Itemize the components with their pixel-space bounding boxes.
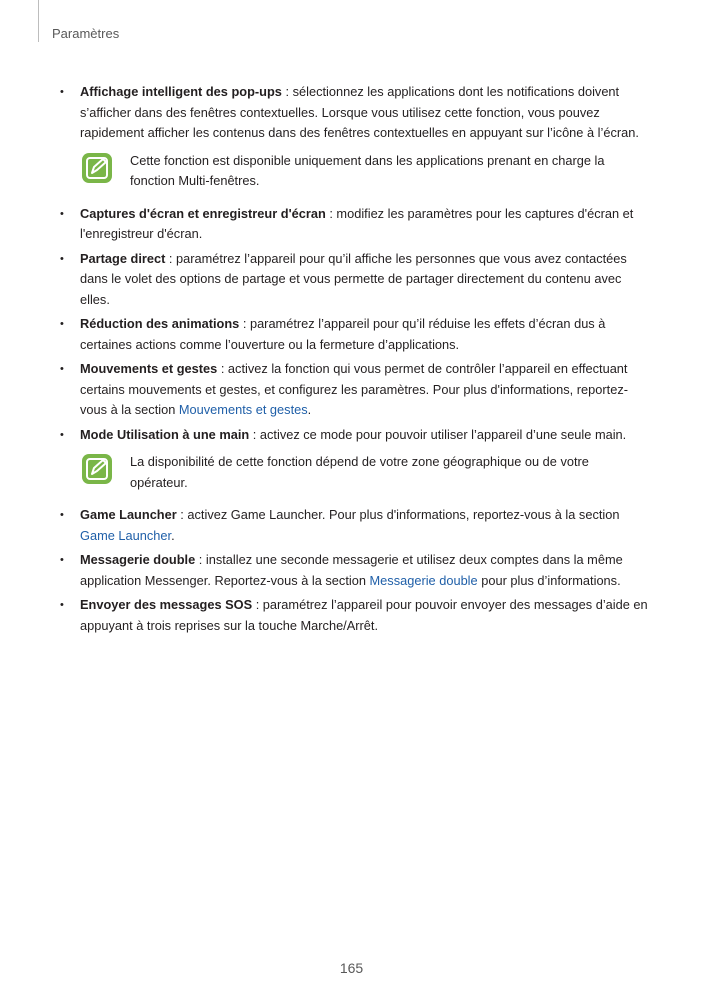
item-term: Envoyer des messages SOS xyxy=(80,597,253,612)
list-item xyxy=(0,359,703,421)
item-description: : activez ce mode pour pouvoir utiliser l’appareil d’une seule main. xyxy=(249,426,627,442)
page-number: 165 xyxy=(339,960,364,976)
list-item xyxy=(0,595,703,636)
item-term: Affichage intelligent des pop-ups xyxy=(80,84,282,99)
bullet: • xyxy=(60,428,64,441)
item-description: : activez la fonction qui vous permet de contrôler l’appareil en effectuant certains mouvements et gestes, et configurez les paramètres. Pour plus d'informations, reportez-vous à la section xyxy=(80,361,628,417)
item-description-end: . xyxy=(171,527,175,543)
item-term: Game Launcher xyxy=(80,507,177,522)
bullet: • xyxy=(60,554,64,566)
item-term: Mode Utilisation à une main xyxy=(80,426,250,442)
list-item xyxy=(0,505,703,546)
item-description: : installez une seconde messagerie et utilisez deux comptes dans la même application Messenger. Reportez-vous à la section xyxy=(80,552,623,588)
list-item xyxy=(0,204,703,245)
page-header-title: Paramètres xyxy=(52,26,120,41)
note-pencil-icon xyxy=(82,153,112,183)
bullet: • xyxy=(60,363,64,375)
item-description-end: pour plus d’informations. xyxy=(477,572,621,588)
item-term: Captures d'écran et enregistreur d'écran xyxy=(80,205,326,221)
item-description: : paramétrez l’appareil pour qu’il réduise les effets d’écran dus à certaines actions comme l’ouverture ou la fermeture d’applications. xyxy=(80,316,606,352)
note-pencil-icon xyxy=(82,454,112,484)
bullet: • xyxy=(60,252,64,265)
item-term: Messagerie double xyxy=(80,552,196,567)
item-description: : sélectionnez les applications dont les notifications doivent s’afficher dans des fenêtres contextuelles. Lorsque vous utilisez cette fonction, vous pouvez rapidement afficher les contenus dans des fenêtres contextuelles en appuyant sur l’icône à l’écran. xyxy=(80,84,639,140)
note-box xyxy=(0,151,703,192)
header-divider xyxy=(38,0,39,42)
list-item xyxy=(0,249,703,311)
list-item xyxy=(0,425,703,446)
item-description-end: . xyxy=(307,402,312,417)
bullet: • xyxy=(60,207,64,220)
section-link-game-launcher[interactable]: Game Launcher xyxy=(80,527,172,543)
note-text: Cette fonction est disponible uniquement dans les applications prenant en charge la fonction Multi-fenêtres. xyxy=(130,152,605,188)
item-description: : activez Game Launcher. Pour plus d'informations, reportez-vous à la section xyxy=(176,507,620,522)
list-item xyxy=(0,82,703,144)
bullet: • xyxy=(60,86,64,98)
note-box xyxy=(0,452,703,493)
item-description: : paramétrez l’appareil pour qu’il affiche les personnes que vous avez contactées dans le volet des options de partage et vous permette de partager directement du contenu avec elles. xyxy=(80,250,627,307)
section-link-messagerie-double[interactable]: Messagerie double xyxy=(369,572,478,588)
list-item xyxy=(0,314,703,355)
bullet: • xyxy=(60,509,64,521)
item-term: Mouvements et gestes xyxy=(80,361,218,376)
item-term: Partage direct xyxy=(80,250,166,266)
section-link-mouvements-et-gestes[interactable]: Mouvements et gestes xyxy=(178,402,308,417)
item-description: : modifiez les paramètres pour les captures d'écran et l'enregistreur d'écran. xyxy=(80,205,634,241)
item-term: Réduction des animations xyxy=(80,316,240,331)
item-description: : paramétrez l’appareil pour pouvoir envoyer des messages d’aide en appuyant à trois reprises sur la touche Marche/Arrêt. xyxy=(80,597,648,633)
bullet: • xyxy=(60,318,64,330)
list-item xyxy=(0,550,703,591)
bullet: • xyxy=(60,599,64,611)
note-text: La disponibilité de cette fonction dépend de votre zone géographique ou de votre opérateur. xyxy=(130,454,589,490)
settings-description-list xyxy=(0,82,703,640)
